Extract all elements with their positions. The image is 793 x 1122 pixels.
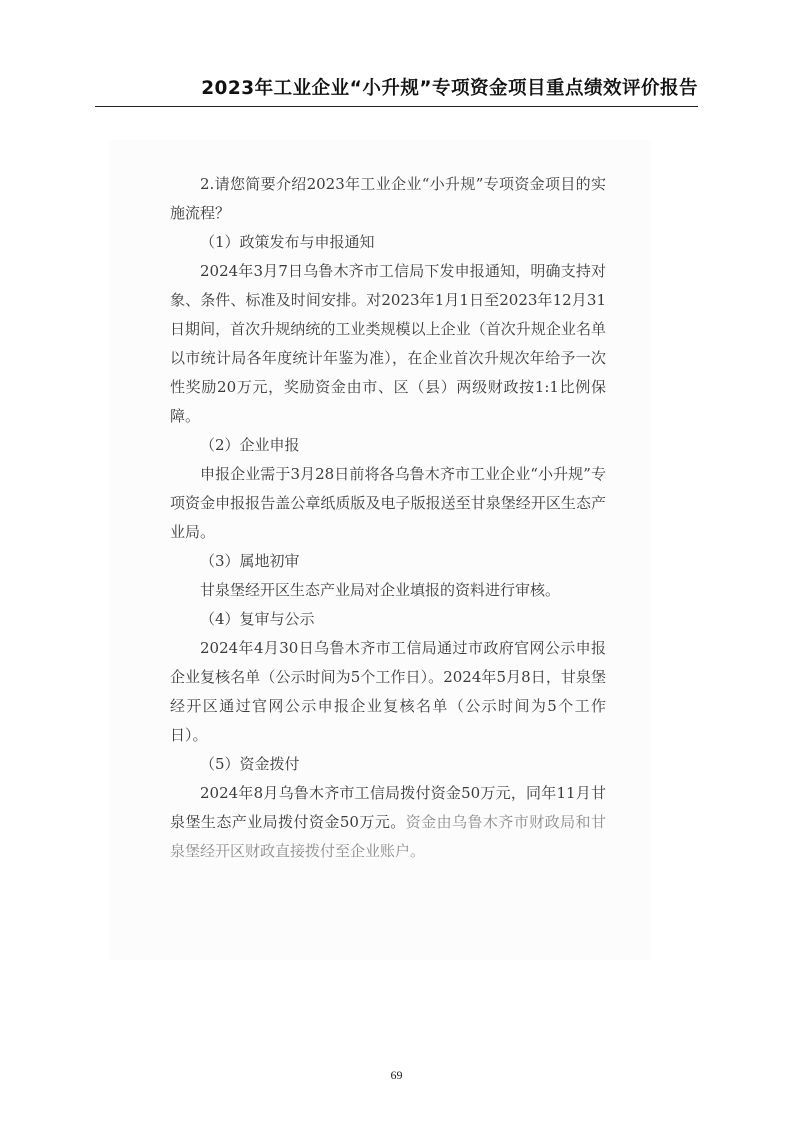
section-text-2: 申报企业需于3月28日前将各乌鲁木齐市工业企业“小升规”专项资金申报报告盖公章纸质版及电子版报送至甘泉堡经开区生态产业局。: [170, 465, 606, 541]
section-text-5-main: 2024年8月乌鲁木齐市工信局拨付资金50万元，同年11月甘泉堡生态产业局拨付资金50万元。: [170, 784, 606, 831]
section-heading-1: （1）政策发布与申报通知: [200, 233, 375, 251]
page-header: [95, 70, 698, 107]
report-title: 2023年工业企业“小升规”专项资金项目重点绩效评价报告: [201, 78, 698, 99]
document-body: [170, 170, 606, 866]
section-text-1: 2024年3月7日乌鲁木齐市工信局下发申报通知，明确支持对象、条件、标准及时间安排。对2023年1月1日至2023年12月31日期间，首次升规纳统的工业类规模以上企业（首次升规企业名单以市统计局各年度统计年鉴为准），在企业首次升规次年给予一次性奖励20万元，奖励资金由市、区（县）两级财政按1:1比例保障。: [170, 262, 606, 425]
section-heading-2: （2）企业申报: [200, 436, 300, 454]
section-heading-3: （3）属地初审: [200, 552, 300, 570]
section-text-5-faded: 资金由乌鲁木齐市财政局和甘泉堡经开区财政直接拨付至企业账户。: [170, 813, 606, 860]
page-number: 69: [390, 1068, 403, 1082]
section-text-3: 甘泉堡经开区生态产业局对企业填报的资料进行审核。: [200, 581, 561, 599]
question: 2.请您简要介绍2023年工业企业“小升规”专项资金项目的实施流程？: [170, 175, 606, 222]
section-text-4: 2024年4月30日乌鲁木齐市工信局通过市政府官网公示申报企业复核名单（公示时间为5个工作日）。2024年5月8日，甘泉堡经开区通过官网公示申报企业复核名单（公示时间为5个工作日）。: [170, 639, 606, 744]
section-heading-5: （5）资金拨付: [200, 755, 300, 773]
section-heading-4: （4）复审与公示: [200, 610, 315, 628]
section-text-5: [170, 779, 606, 866]
